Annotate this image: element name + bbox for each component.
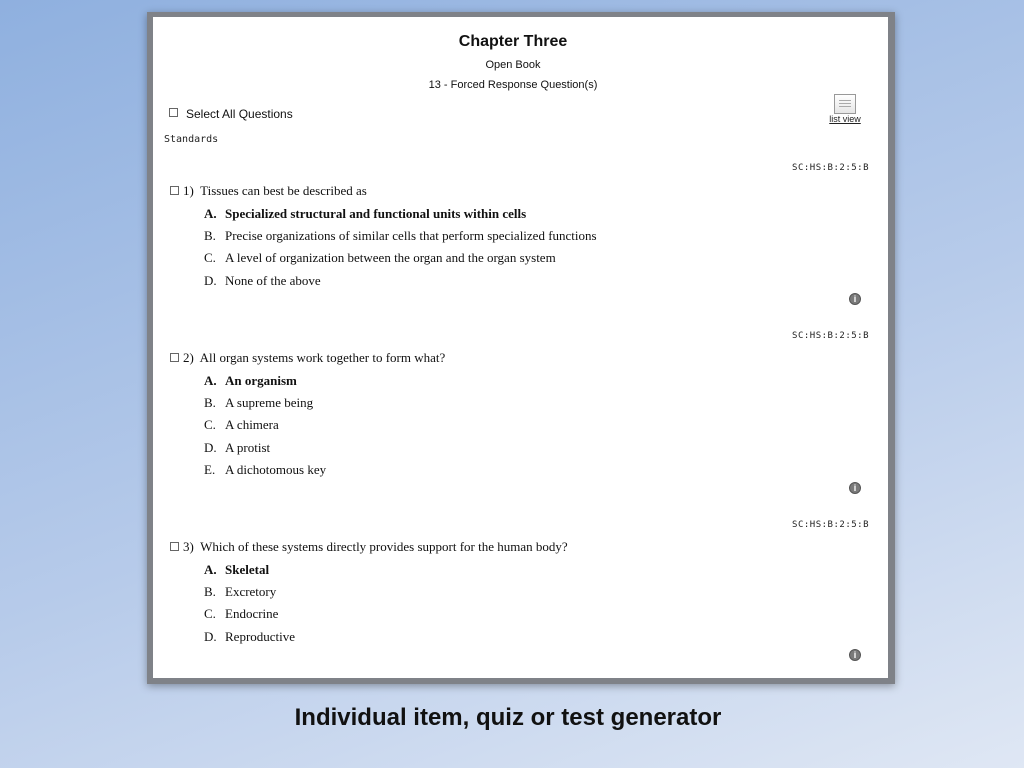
page-subtitle: Open Book <box>485 59 541 71</box>
question-number: 2) <box>183 350 194 365</box>
list-view-label: list view <box>829 114 861 124</box>
screenshot-frame <box>147 12 895 684</box>
answer-option: B. Excretory <box>204 584 277 599</box>
question-checkbox[interactable] <box>170 542 179 551</box>
question-count: 13 - Forced Response Question(s) <box>428 79 598 91</box>
question-number: 3) <box>183 539 194 554</box>
info-icon[interactable]: i <box>849 649 861 661</box>
info-icon[interactable]: i <box>849 293 861 305</box>
answer-option: D. Reproductive <box>204 629 296 644</box>
document-list-icon <box>834 94 856 114</box>
answer-option: A. Skeletal <box>204 562 270 577</box>
question-number: 1) <box>183 183 194 198</box>
select-all-questions[interactable] <box>169 107 293 121</box>
answer-option: C. Endocrine <box>204 606 279 621</box>
answer-option: B. Precise organizations of similar cells that perform specialized functions <box>204 228 597 243</box>
question-text: Which of these systems directly provides support for the human body? <box>200 539 568 554</box>
standard-code: SC:HS:B:2:5:B <box>792 163 869 173</box>
standard-code: SC:HS:B:2:5:B <box>792 520 869 530</box>
test-sheet <box>153 17 888 678</box>
question-text: All organ systems work together to form what? <box>199 350 446 365</box>
standards-label: Standards <box>164 134 219 145</box>
answer-option: E. A dichotomous key <box>204 462 327 477</box>
question-3[interactable] <box>170 539 568 555</box>
question-checkbox[interactable] <box>170 353 179 362</box>
standard-code: SC:HS:B:2:5:B <box>792 331 869 341</box>
question-checkbox[interactable] <box>170 186 179 195</box>
select-all-label: Select All Questions <box>186 107 293 121</box>
question-1[interactable] <box>170 183 367 199</box>
info-icon[interactable]: i <box>849 482 861 494</box>
question-2[interactable] <box>170 350 445 366</box>
question-text: Tissues can best be described as <box>200 183 367 198</box>
answer-option: C. A chimera <box>204 417 279 432</box>
list-view-button[interactable] <box>825 94 865 124</box>
answer-option: A. Specialized structural and functional units within cells <box>204 206 527 221</box>
answer-option: C. A level of organization between the organ and the organ system <box>204 250 556 265</box>
answer-option: A. An organism <box>204 373 297 388</box>
page-title: Chapter Three <box>458 33 568 50</box>
answer-option: B. A supreme being <box>204 395 314 410</box>
answer-option: D. A protist <box>204 440 271 455</box>
answer-option: D. None of the above <box>204 273 321 288</box>
select-all-checkbox[interactable] <box>169 108 178 117</box>
slide-caption: Individual item, quiz or test generator <box>294 704 722 731</box>
